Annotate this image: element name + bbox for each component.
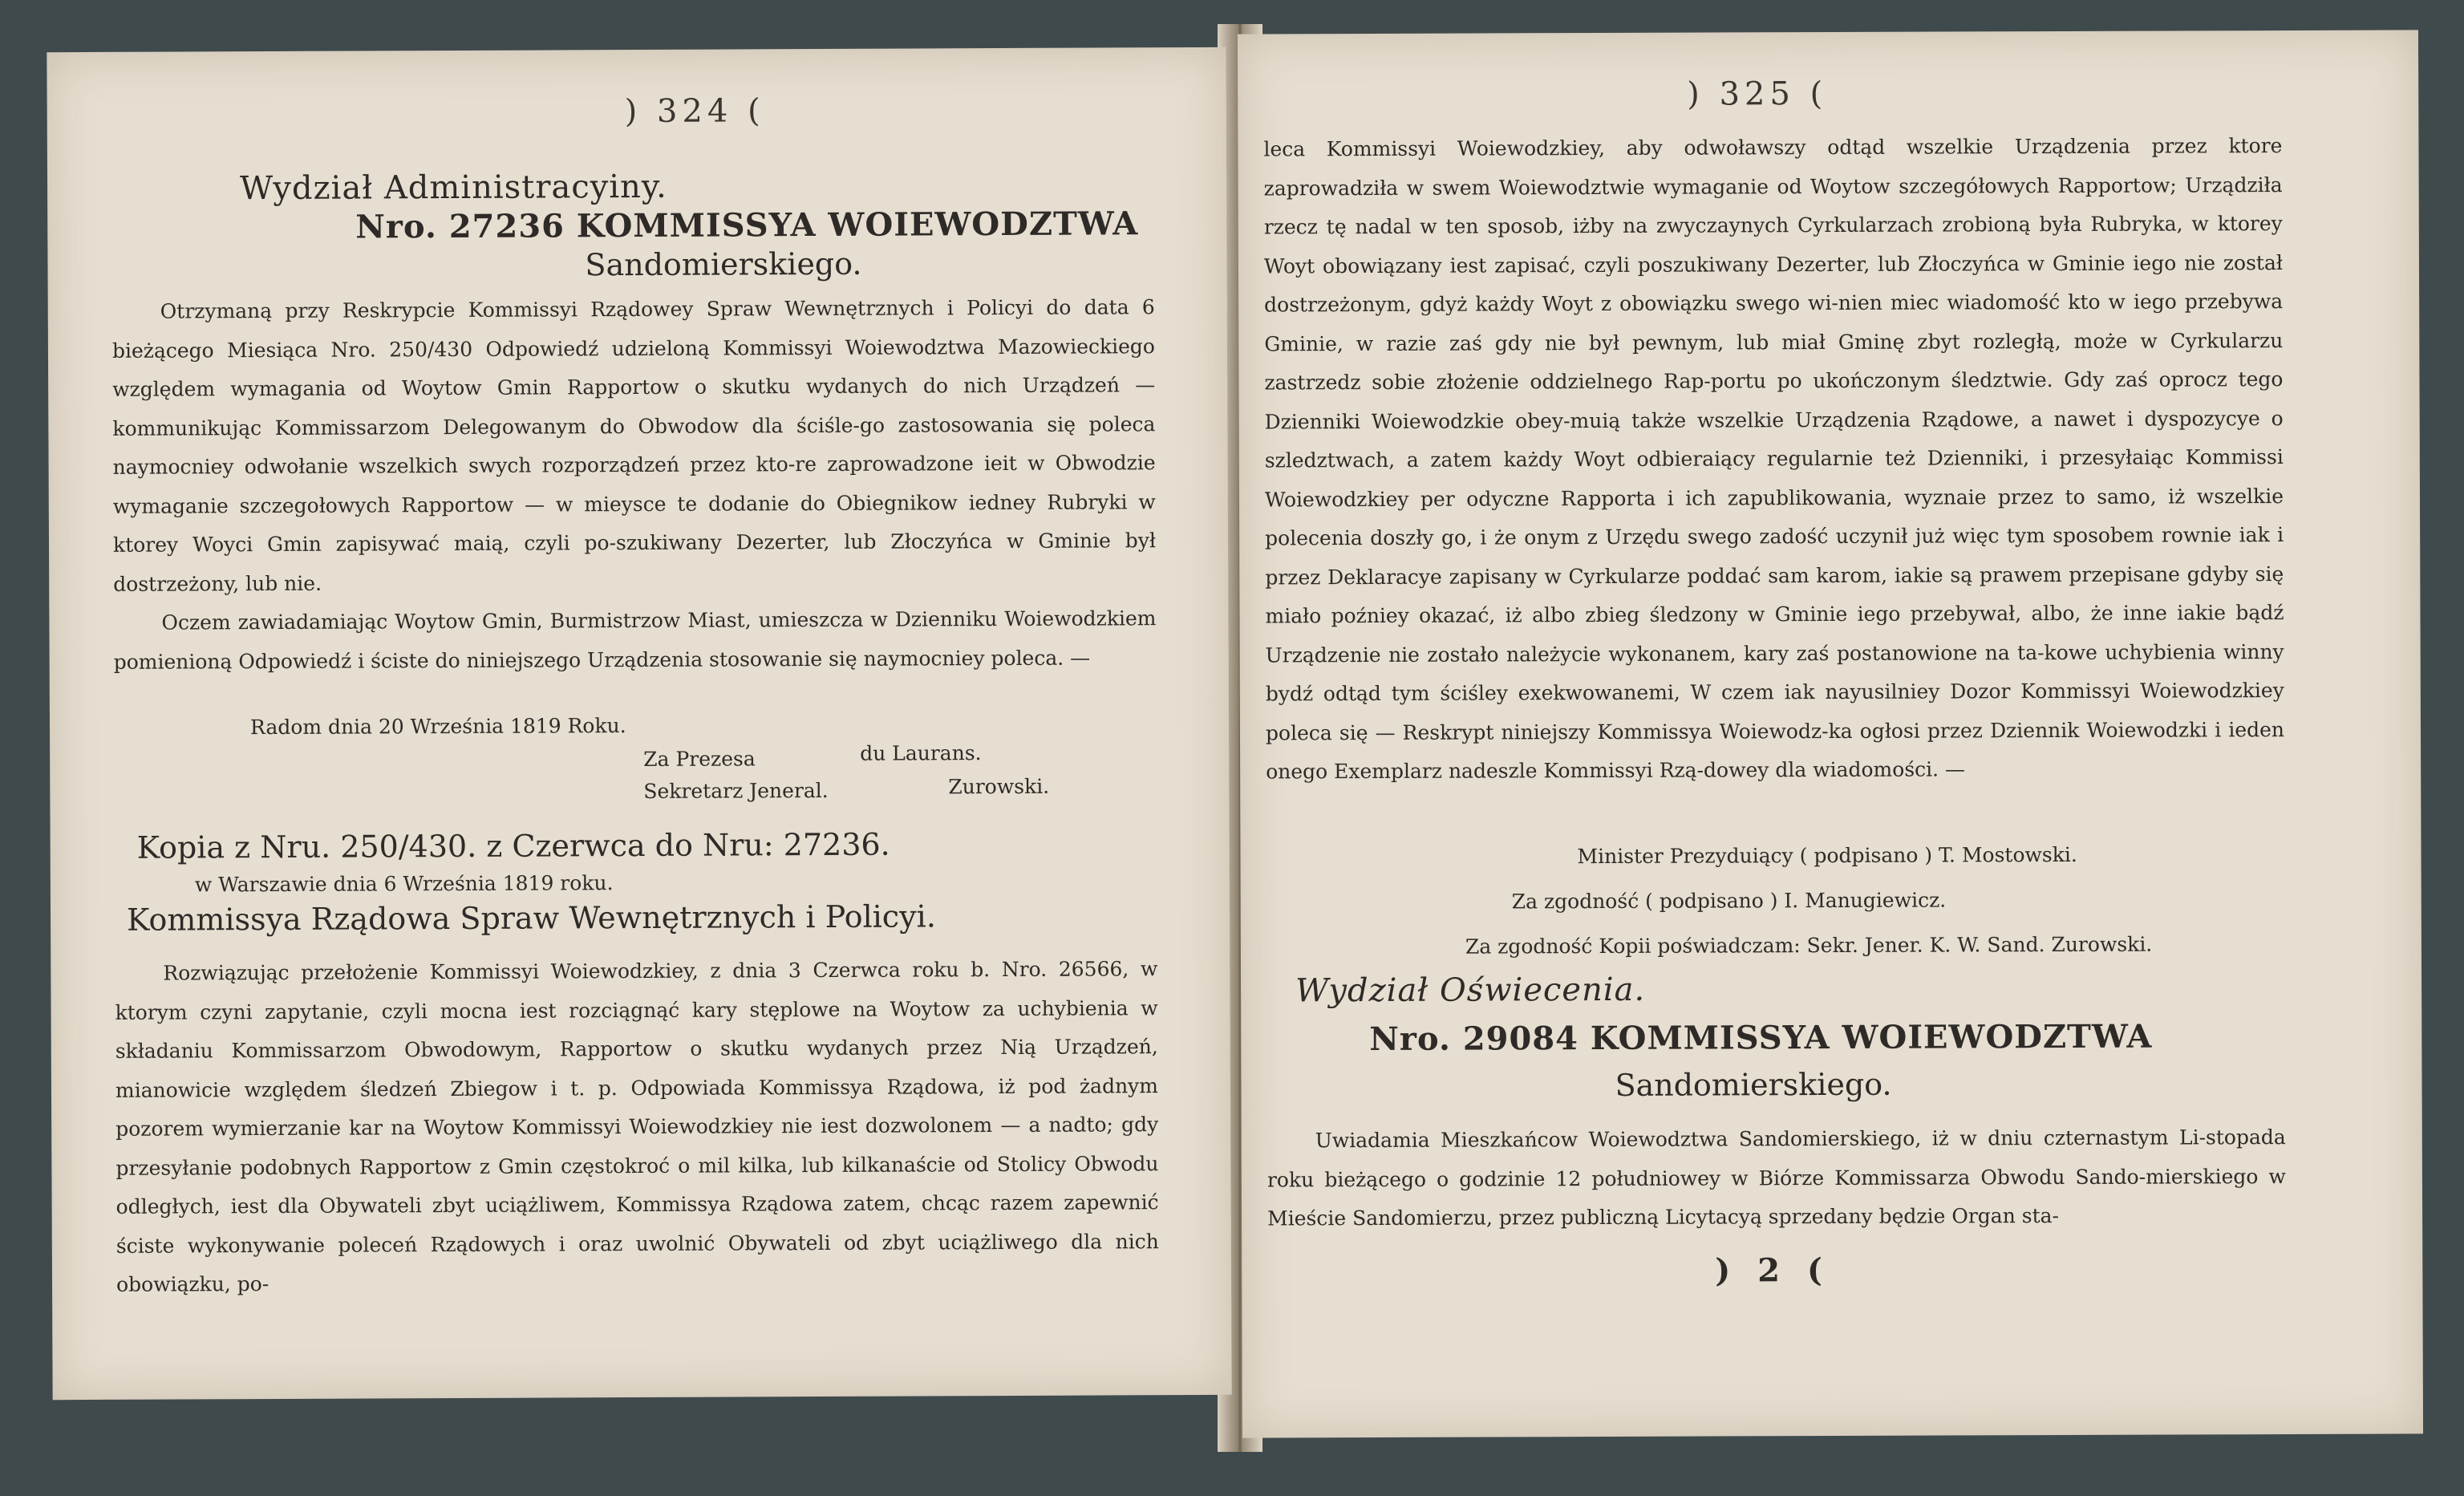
left-number-title: Nro. 27236 KOMMISSYA WOIEWODZTWA [355,205,1139,246]
right-sig-zgodnosc: Za zgodność ( podpisano ) I. Manugiewicz. [1511,888,1947,914]
left-para2-text: Oczem zawiadamiając Woytow Gmin, Burmistrzow Miast, umieszcza w Dzienniku Woiewodzkiem pomienioną Odpowiedź i ściste do niniejszego Urządzenia stosowanie się naymocniey poleca. — [113,606,1157,674]
right-department-heading: Wydział Oświecenia. [1295,971,1646,1010]
right-signature-mark: ) 2 ( [1715,1251,1830,1290]
left-region-heading: Sandomierskiego. [585,245,862,283]
right-sig-minister: Minister Prezyduiący ( podpisano ) T. Mostowski. [1577,842,2077,869]
right-paragraph-1 [1263,127,2284,792]
left-sig1-role: Za Prezesa [643,747,756,771]
left-para1-text: Otrzymaną przy Reskrypcie Kommissyi Rządowey Spraw Wewnętrznych i Policyi do data 6 bieżącego Miesiąca Nro. 250/430 Odpowiedź udzieloną Kommissyi Woiewodztwa Mazowieckiego względem wymagania od Woytow Gmin Rapportow o skutku wydanych do nich Urządzeń — kommunikując Kommissarzom Delegowanym do Obwodow dla ściśle-go zastosowania się poleca naymocniey odwołanie wszelkich swych rozporządzeń przez kto-re zaprowadzone ieit w Obwodzie wymaganie szczegołowych Rapportow — w mieysce te dodanie do Obiegnikow iedney Rubryki w ktorey Woyci Gmin zapisywać maią, czyli po-szukiwany Dezerter, lub Złoczyńca w Gminie był dostrzeżony, lub nie. [111,295,1157,596]
left-copy-place: w Warszawie dnia 6 Września 1819 roku. [194,871,614,897]
right-para2-text: Uwiadamia Mieszkańcow Woiewodztwa Sandomierskiego, iż w dniu czternastym Li-stopada roku bieżącego o godzinie 12 południowey w Biórze Kommissarza Obwodu Sando-mierskiego w Mieście Sandomierzu, przez publiczną Licytacyą sprzedany będzie Organ sta- [1266,1125,2286,1230]
left-paragraph-3: Rozwiązując przełożenie Kommissyi Woiewodzkiey, z dnia 3 Czerwca roku b. Nro. 26566, w ktorym czyni zapytanie, czyli mocna iest rozciągnąć kary stęplowe na Woytow za uchybienia w składaniu Kommissarzom Obwodowym, Rapportow o skutku wydanych przez Nią Urządzeń, mianowicie względem śledzeń Zbiegow i t. p. Odpowiada Kommissya Rządowa, iż pod żadnym pozorem wymierzanie kar na Woytow Kommissyi Woiewodzkiey nie iest dozwolonem — a nadto; gdy przesyłanie podobnych Rapportow z Gmin częstokroć o mil kilka, lub kilkanaście od Stolicy Obwodu odległych, iest dla Obywateli zbyt uciążliwem, Kommissya Rządowa zatem, chcąc razem zapewnić ściste wykonywanie poleceń Rządowych i oraz uwolnić Obywateli od zbyt uciążliwego dla nich obowiązku, po- [115,957,1159,1296]
left-department-heading: Wydział Administracyiny. [239,168,667,208]
right-region-heading: Sandomierskiego. [1615,1066,1892,1103]
right-para1-text: leca Kommissyi Woiewodzkiey, aby odwoławszy odtąd wszelkie Urządzenia przez ktore zaprowadziła w swem Woiewodztwie wymaganie od Woytow szczegółowych Rapportow; Urządziła rzecz tę nadal w ten sposob, iżby na zwyczaynych Cyrkularzach zrobioną była Rubryka, w ktorey Woyt obowiązany iest zapisać, czyli poszukiwany Dezerter, lub Złoczyńca w Gminie iego nie został dostrzeżonym, gdyż każdy Woyt z obowiązku swego wi-nien miec wiadomość kto w iego przebywa Gminie, w razie zaś gdy nie był pewnym, lub miał Gminę zbyt rozległą, może w Cyrkularzu zastrzedz sobie złożenie oddzielnego Rap-portu po ukończonym śledztwie. Gdy zaś oprocz tego Dzienniki Woiewodzkie obey-muią także wszelkie Urządzenia Rządowe, a nawet i dyspozycye o szledztwach, a zatem każdy Woyt odbieraiący regularnie też Dzienniki, i przesyłaiąc Kommissi Woiewodzkiey per odyczne Rapporta i ich zapublikowania, wyznaie przez to samo, iż wszelkie polecenia doszły go, i że onym z Urzędu swego zadość uczynił już więc tym sposobem rownie iak i przez Deklaracye zapisany w Cyrkularze poddać sam karom, iakie są prawem przepisane gdyby się miało poźniey okazać, iż albo zbieg śledzony w Gminie iego przebywał, albo, że inne iakie bądź Urządzenie nie zostało należycie wykonanem, kary zaś postanowione na ta-kowe uchybienia winny bydź odtąd tym ściśley exekwowanemi, W czem iak nayusilniey Dozor Kommissyi Woiewodzkiey poleca się — Reskrypt niniejszy Kommissya Woiewodz-ka ogłosi przez Dziennik Woiewodzki i ieden onego Exemplarz nadeszle Kommissyi Rzą-dowey dla wiadomości. — [1263,134,2285,784]
left-date-line: Radom dnia 20 Września 1819 Roku. [249,714,626,740]
left-page [47,47,1231,1400]
left-sig2-name: Zurowski. [948,774,1050,799]
right-page [1238,30,2423,1437]
left-sig1-name: du Laurans. [860,741,982,765]
right-paragraph-2 [1267,1118,2287,1239]
right-page-number: ) 325 ( [1687,75,1828,113]
left-page-number: ) 324 ( [624,92,765,131]
left-commission-title: Kommissya Rządowa Spraw Wewnętrznych i Policyi. [126,898,936,938]
left-copy-title: Kopia z Nru. 250/430. z Czerwca do Nru: 27236. [136,826,890,866]
right-sig-copy: Za zgodność Kopii poświadczam: Sekr. Jener. K. W. Sand. Zurowski. [1465,932,2153,959]
left-sig2-role: Sekretarz Jeneral. [643,778,829,803]
left-paragraph-1 [112,288,1157,682]
right-number-title: Nro. 29084 KOMMISSYA WOIEWODZTWA [1369,1017,2153,1059]
